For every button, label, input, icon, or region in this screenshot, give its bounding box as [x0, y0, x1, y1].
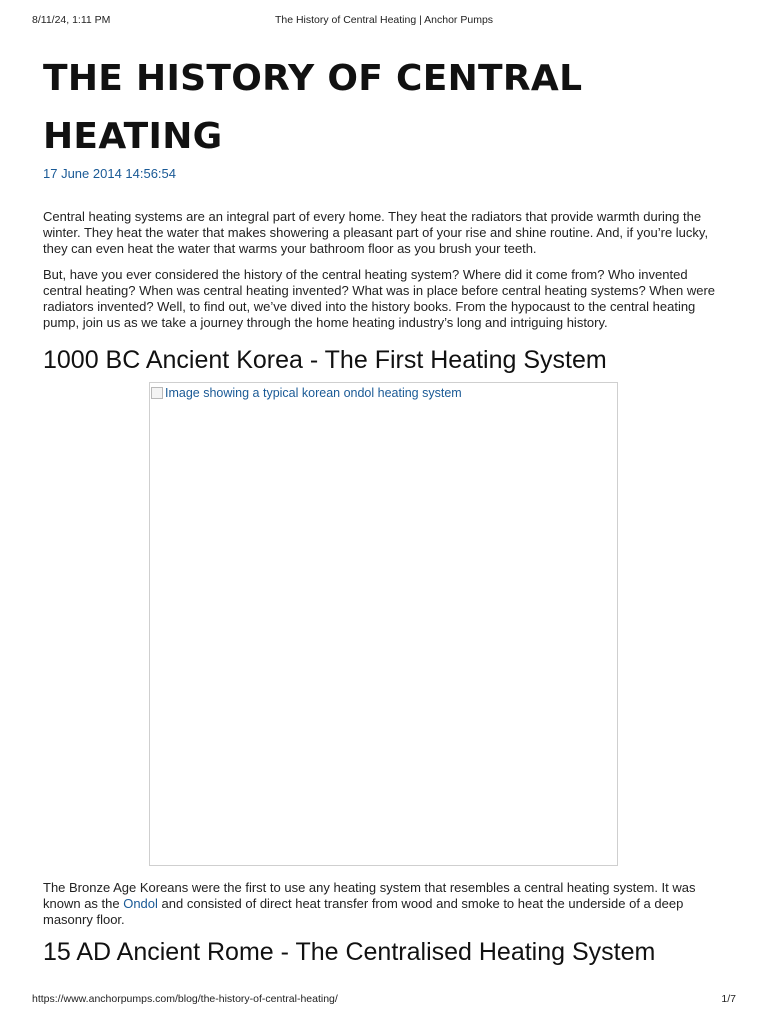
bronze-text-after: and consisted of direct heat transfer from wood and smoke to heat the underside of a deep masonry floor.	[43, 896, 684, 927]
section-heading-rome: 15 AD Ancient Rome - The Centralised Heating System	[43, 938, 656, 966]
bronze-age-paragraph	[43, 880, 727, 928]
intro-paragraph-2: But, have you ever considered the history of the central heating system? Where did it come from? Who invented central heating? When was central heating invented? What was in place before central heating systems? When were radiators invented? Well, to find out, we’ve dived into the history books. From the hypocaust to the central heating pump, join us as we take a journey through the home heating industry’s long and intriguing history.	[43, 267, 716, 330]
page-title: THE HISTORY OF CENTRAL HEATING	[43, 58, 583, 157]
print-datetime: 8/11/24, 1:11 PM	[32, 14, 111, 26]
section-heading-korea: 1000 BC Ancient Korea - The First Heating System	[43, 346, 607, 374]
page-number: 1/7	[721, 993, 736, 1005]
print-footer	[32, 993, 736, 1007]
bronze-text-before: The Bronze Age Koreans were the first to use any heating system that resembles a central heating system. It was known as the	[43, 880, 696, 911]
print-document-title: The History of Central Heating | Anchor Pumps	[274, 14, 494, 26]
ondol-image	[149, 382, 618, 866]
ondol-image-alt-text[interactable]: Image showing a typical korean ondol heating system	[165, 386, 462, 400]
broken-image-icon	[151, 387, 163, 399]
print-header	[32, 14, 736, 28]
page-url: https://www.anchorpumps.com/blog/the-history-of-central-heating/	[32, 993, 338, 1005]
post-date: 17 June 2014 14:56:54	[43, 166, 177, 181]
article	[43, 50, 727, 967]
ondol-link[interactable]: Ondol	[123, 896, 158, 911]
intro-paragraph-1: Central heating systems are an integral part of every home. They heat the radiators that provide warmth during the winter. They heat the water that makes showering a pleasant part of your rise and shine routine. And, if you’re lucky, they can even heat the water that warms your bathroom floor as you brush your teeth.	[43, 209, 709, 256]
